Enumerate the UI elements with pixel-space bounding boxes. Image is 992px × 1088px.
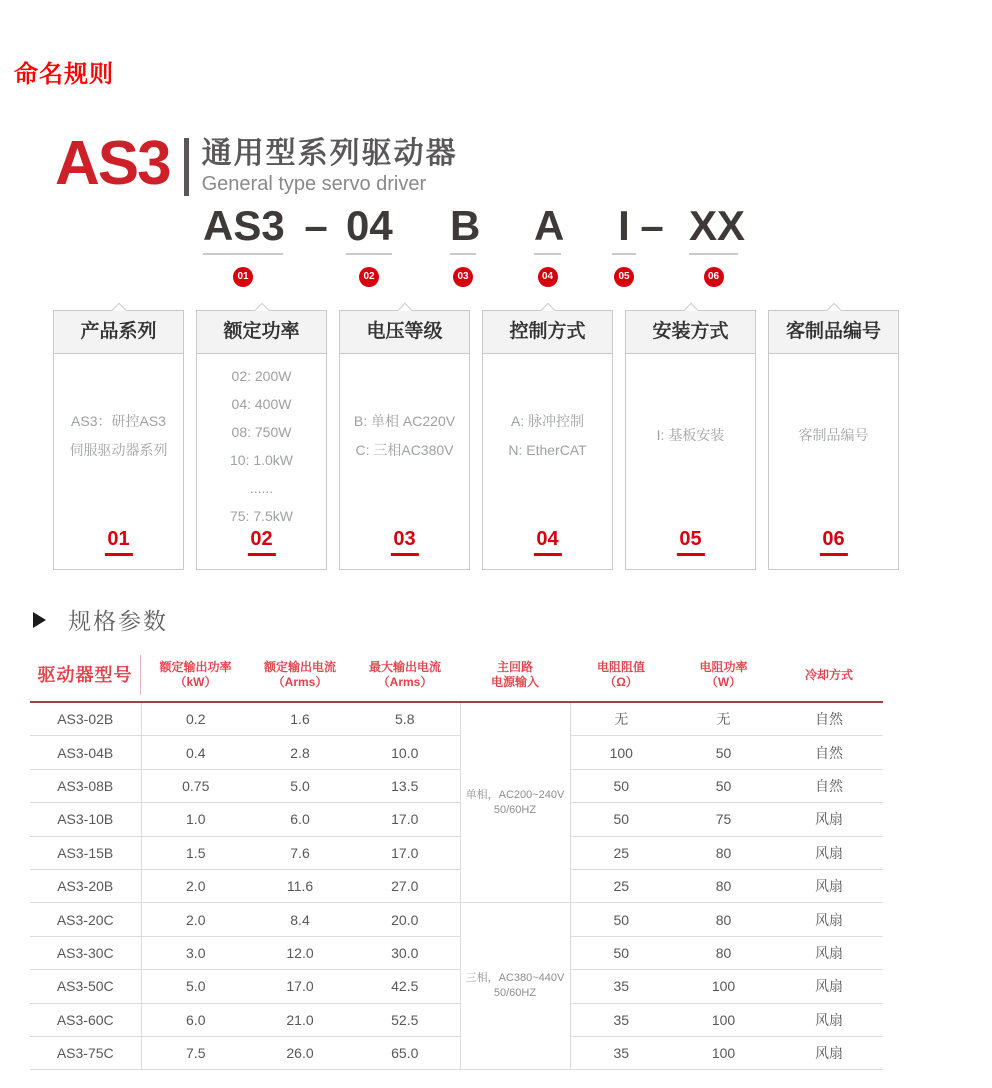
model-segment-number-badge: 03: [453, 267, 473, 287]
box-title: 产品系列: [54, 311, 183, 354]
spec-table-row: [30, 869, 883, 902]
model-segment-number-badge: 04: [538, 267, 558, 287]
spec-model-cell: AS3-15B: [30, 836, 141, 869]
spec-value-cell: 自然: [815, 711, 843, 728]
spec-value-cell: 0.75: [141, 769, 250, 802]
spec-value-cell: 风扇: [775, 1036, 883, 1069]
naming-box: [196, 310, 327, 570]
box-content-line: N: EtherCAT: [508, 441, 587, 458]
box-content-line: ......: [249, 480, 274, 496]
box-content-line: A: 脉冲控制: [510, 412, 585, 429]
spec-model-cell: AS3-10B: [30, 803, 141, 836]
spec-value-cell: 50: [570, 803, 672, 836]
power-input-cell: [460, 703, 570, 903]
spec-value-cell: 17.0: [350, 836, 460, 869]
naming-boxes-row: [53, 310, 899, 570]
box-content: [626, 354, 755, 517]
spec-value-cell: 26.0: [250, 1036, 350, 1069]
spec-value-cell: 风扇: [775, 803, 883, 836]
spec-value-cell: 50: [570, 903, 672, 936]
spec-col-header-line: 电阻功率: [699, 660, 748, 674]
power-input-line: 三相，AC380~440V: [465, 972, 565, 985]
spec-model-cell: AS3-30C: [30, 936, 141, 969]
box-content: [340, 354, 469, 517]
spec-value-cell: 12.0: [250, 936, 350, 969]
model-segment-text: B: [450, 204, 476, 255]
spec-value-cell: 风扇: [775, 970, 883, 1003]
spec-col-header: [672, 660, 775, 690]
spec-value-cell: 风扇: [775, 1003, 883, 1036]
spec-table-row: [30, 1003, 883, 1036]
box-content-line: 08: 750W: [231, 424, 292, 440]
model-dash: –: [640, 202, 664, 249]
spec-value-cell: 风扇: [775, 869, 883, 902]
spec-table: [30, 703, 883, 1070]
spec-value-cell: 35: [570, 1036, 672, 1069]
spec-col-header-line: （kW）: [174, 675, 217, 689]
box-content-line: 02: 200W: [231, 368, 292, 384]
spec-value-cell: 0.2: [186, 711, 206, 728]
box-number: 06: [819, 528, 847, 556]
spec-table-row: [30, 736, 883, 769]
spec-value-cell: 1.5: [141, 836, 250, 869]
spec-table-row: [30, 1036, 883, 1069]
box-content-line: 10: 1.0kW: [229, 452, 294, 468]
model-segment: [534, 202, 565, 287]
logo-block: [55, 130, 458, 198]
spec-col-header-line: 电源输入: [490, 675, 539, 689]
spec-value-cell: 0.4: [141, 736, 250, 769]
box-content: [54, 354, 183, 517]
logo-titles: [202, 130, 458, 198]
spec-col-header-line: 电阻阻值: [596, 660, 645, 674]
box-title: 电压等级: [340, 311, 469, 354]
spec-col-header-line: （Ω）: [604, 675, 638, 689]
spec-col-header-line: 额定输出功率: [159, 660, 232, 674]
spec-col-header-line: 额定输出电流: [263, 660, 336, 674]
power-input-line: 50/60HZ: [493, 803, 537, 816]
spec-value-cell: 5.8: [395, 711, 415, 728]
spec-col-header: [141, 660, 250, 690]
spec-value-cell: 7.6: [250, 836, 350, 869]
spec-table-header: [30, 655, 883, 703]
series-title-en: General type servo driver: [201, 173, 427, 195]
spec-value-cell: 6.0: [141, 1003, 250, 1036]
section-title: 规格参数: [68, 608, 168, 634]
spec-col-header-line: （Arms）: [377, 675, 433, 689]
spec-model-cell: AS3-20C: [30, 903, 141, 936]
power-input-line: 单相，AC200~240V: [465, 788, 565, 801]
model-segment-text: AS3: [203, 204, 283, 255]
spec-value-cell: 风扇: [775, 903, 883, 936]
spec-col-header: 驱动器型号: [30, 655, 141, 695]
spec-value-cell: 17.0: [350, 803, 460, 836]
spec-value-cell: 无: [716, 711, 731, 728]
spec-value-cell: 6.0: [250, 803, 350, 836]
spec-value-cell: 风扇: [775, 836, 883, 869]
spec-value-cell: 2.8: [250, 736, 350, 769]
naming-box: [482, 310, 613, 570]
spec-value-cell: 8.4: [250, 903, 350, 936]
box-content: [197, 354, 326, 527]
box-number: 01: [104, 528, 132, 556]
box-number: 05: [676, 528, 704, 556]
box-content: [769, 354, 898, 517]
model-segment: [203, 204, 283, 287]
box-content-line: 75: 7.5kW: [229, 508, 294, 524]
spec-col-header: [460, 660, 570, 690]
spec-table-row: [30, 769, 883, 802]
spec-value-cell: 13.5: [350, 769, 460, 802]
box-content-line: 伺服驱动器系列: [69, 441, 168, 458]
box-content-line: 客制品编号: [798, 427, 869, 443]
spec-value-cell: 100: [570, 736, 672, 769]
spec-table-row: [30, 936, 883, 969]
spec-value-cell: 80: [672, 836, 775, 869]
spec-value-cell: 2.0: [141, 903, 250, 936]
spec-model-cell: AS3-50C: [30, 970, 141, 1003]
model-segment: [450, 202, 481, 287]
box-title: 控制方式: [483, 311, 612, 354]
box-content: [483, 354, 612, 517]
spec-value-cell: 25: [570, 869, 672, 902]
spec-value-cell: 35: [570, 1003, 672, 1036]
model-dash: –: [304, 202, 328, 249]
spec-value-cell: 50: [672, 736, 775, 769]
box-title: 安装方式: [626, 311, 755, 354]
spec-value-cell: 35: [570, 970, 672, 1003]
spec-value-cell: 10.0: [350, 736, 460, 769]
section-marker-icon: [33, 612, 46, 628]
model-segment-text: A: [534, 204, 561, 255]
box-content-line: AS3：研控AS3: [71, 412, 166, 429]
spec-value-cell: 25: [570, 836, 672, 869]
model-segment-number-badge: 02: [359, 267, 379, 287]
spec-model-cell: AS3-60C: [30, 1003, 141, 1036]
spec-value-cell: 17.0: [250, 970, 350, 1003]
box-content-line: 04: 400W: [231, 396, 292, 412]
spec-section-header: [33, 603, 168, 636]
box-title: 客制品编号: [769, 311, 898, 354]
naming-box: [768, 310, 899, 570]
spec-value-cell: 1.0: [141, 803, 250, 836]
spec-value-cell: 自然: [775, 736, 883, 769]
model-segment-text: I: [612, 204, 636, 255]
spec-model-cell: AS3-75C: [30, 1036, 141, 1069]
model-segment-number-badge: 06: [704, 267, 724, 287]
spec-value-cell: 无: [614, 711, 629, 728]
spec-col-header-line: （Arms）: [272, 675, 328, 689]
spec-col-header-line: 冷却方式: [804, 667, 853, 682]
spec-value-cell: 100: [672, 970, 775, 1003]
spec-table-row: [30, 970, 883, 1003]
spec-col-header: [775, 668, 883, 683]
series-title-cn: 通用型系列驱动器: [201, 137, 458, 170]
box-title: 额定功率: [197, 311, 326, 354]
spec-value-cell: 20.0: [350, 903, 460, 936]
spec-value-cell: 50: [672, 769, 775, 802]
spec-value-cell: 5.0: [141, 970, 250, 1003]
spec-model-cell: AS3-02B: [30, 703, 141, 736]
spec-model-cell: AS3-08B: [30, 769, 141, 802]
spec-value-cell: 3.0: [141, 936, 250, 969]
spec-model-cell: AS3-04B: [30, 736, 141, 769]
model-segment-text: XX: [689, 204, 738, 255]
spec-value-cell: 自然: [775, 769, 883, 802]
spec-table-row: [30, 803, 883, 836]
box-number: 03: [390, 528, 418, 556]
spec-table-row: [30, 903, 883, 936]
spec-col-header-line: （W）: [705, 675, 742, 689]
spec-value-cell: 75: [672, 803, 775, 836]
spec-value-cell: 风扇: [775, 936, 883, 969]
brand-logo: AS3: [55, 129, 170, 198]
box-content-line: I: 基板安装: [656, 427, 725, 443]
spec-value-cell: 7.5: [141, 1036, 250, 1069]
logo-divider: [184, 138, 189, 196]
model-segment: [346, 204, 392, 287]
box-content-line: C: 三相AC380V: [355, 441, 454, 458]
model-segment-text: 04: [346, 204, 392, 255]
box-content-line: B: 单相 AC220V: [353, 412, 456, 429]
spec-value-cell: 80: [672, 869, 775, 902]
spec-value-cell: 80: [672, 903, 775, 936]
spec-value-cell: 42.5: [350, 970, 460, 1003]
spec-col-header: [350, 660, 460, 690]
spec-value-cell: 80: [672, 936, 775, 969]
power-input-line: 50/60HZ: [493, 987, 537, 1000]
spec-col-header-line: 最大输出电流: [368, 660, 441, 674]
spec-model-cell: AS3-20B: [30, 869, 141, 902]
spec-value-cell: 65.0: [350, 1036, 460, 1069]
naming-box: [339, 310, 470, 570]
spec-value-cell: 27.0: [350, 869, 460, 902]
spec-value-cell: 100: [672, 1036, 775, 1069]
spec-value-cell: 50: [570, 936, 672, 969]
spec-col-header: [570, 660, 672, 690]
spec-value-cell: 5.0: [250, 769, 350, 802]
spec-value-cell: 50: [570, 769, 672, 802]
spec-value-cell: 30.0: [350, 936, 460, 969]
spec-value-cell: 52.5: [350, 1003, 460, 1036]
spec-value-cell: 21.0: [250, 1003, 350, 1036]
box-number: 02: [247, 528, 275, 556]
page-title: 命名规则: [14, 62, 114, 88]
spec-col-header: [250, 660, 350, 690]
model-segment-number-badge: 05: [614, 267, 634, 287]
spec-table-row: [30, 703, 883, 736]
spec-value-cell: 1.6: [290, 711, 310, 728]
spec-table-row: [30, 836, 883, 869]
box-number: 04: [533, 528, 561, 556]
power-input-cell: [460, 903, 570, 1070]
naming-box: [625, 310, 756, 570]
spec-value-cell: 100: [672, 1003, 775, 1036]
model-segment-number-badge: 01: [233, 267, 253, 287]
naming-box: [53, 310, 184, 570]
model-segment: [689, 202, 746, 287]
spec-col-header-line: 主回路: [496, 660, 533, 674]
model-segment: [612, 204, 636, 287]
spec-value-cell: 11.6: [250, 869, 350, 902]
spec-value-cell: 2.0: [141, 869, 250, 902]
